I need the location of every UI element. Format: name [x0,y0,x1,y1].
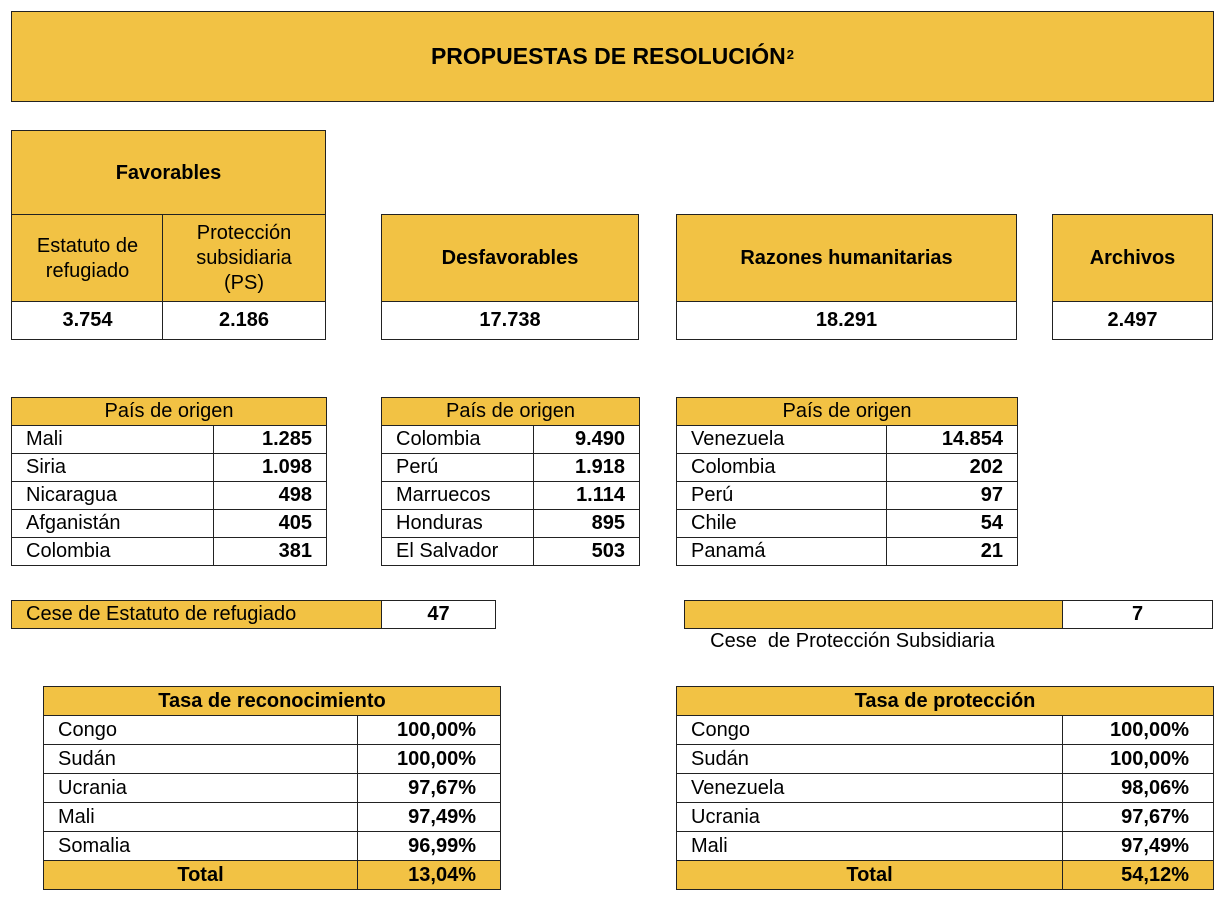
table-row [382,538,640,566]
archivos-header [1052,214,1213,303]
value-cell: 405 [214,510,327,538]
cese-ps-value: 7 [1131,603,1144,625]
country-cell: Sudán [677,745,1063,774]
country-cell: Panamá [677,538,887,566]
country-cell: Honduras [382,510,534,538]
archivos-value-cell [1052,301,1213,340]
country-cell: Marruecos [382,482,534,510]
desfavorables-header [381,214,639,303]
total-label: Total [44,861,358,890]
humanitarias-value: 18.291 [815,309,878,331]
value-cell: 381 [214,538,327,566]
country-cell: Perú [677,482,887,510]
origen-desfavorables-table [381,397,640,566]
country-cell: Somalia [44,832,358,861]
cese-refugiado-label: Cese de Estatuto de refugiado [26,603,297,625]
favorables-label: Favorables [115,161,222,184]
table-row [12,454,327,482]
table-row [12,426,327,454]
desfavorables-value-cell [381,301,639,340]
page-title [11,11,1214,102]
title-footnote-marker: 2 [786,47,795,62]
ps-value-cell [162,301,326,340]
value-cell: 97,49% [1063,832,1214,861]
cese-ps-label-cell [684,600,1064,652]
ps-label: Protección subsidiaria (PS) [196,222,292,294]
archivos-value: 2.497 [1107,309,1158,331]
value-cell: 1.114 [534,482,640,510]
archivos-label: Archivos [1089,247,1176,269]
cese-refugiado-value: 47 [427,603,450,625]
tasa-reconocimiento-header: Tasa de reconocimiento [44,687,501,716]
table-row [677,426,1018,454]
tasa-reconocimiento-table [43,686,501,890]
table-row [12,538,327,566]
cese-refugiado-value-cell [381,600,496,629]
origen-humanitarias-header: País de origen [677,398,1018,426]
refugiado-value-cell [11,301,164,340]
country-cell: Ucrania [44,774,358,803]
value-cell: 97 [887,482,1018,510]
humanitarias-value-cell [676,301,1017,340]
value-cell: 100,00% [358,745,501,774]
value-cell: 100,00% [358,716,501,745]
table-row [677,510,1018,538]
title-text: PROPUESTAS DE RESOLUCIÓN [430,43,786,69]
total-label: Total [677,861,1063,890]
desfavorables-value: 17.738 [479,309,541,331]
value-cell: 1.098 [214,454,327,482]
table-row [12,482,327,510]
table-row [677,538,1018,566]
origen-humanitarias-table [676,397,1018,566]
table-row [382,426,640,454]
refugiado-header [11,214,164,303]
value-cell: 97,67% [358,774,501,803]
table-row [677,803,1214,832]
table-row [12,510,327,538]
value-cell: 503 [534,538,640,566]
value-cell: 21 [887,538,1018,566]
value-cell: 97,67% [1063,803,1214,832]
refugiado-label: Estatuto de refugiado [36,234,139,282]
origen-favorables-header: País de origen [12,398,327,426]
cese-ps-value-cell [1062,600,1213,629]
value-cell: 1.285 [214,426,327,454]
country-cell: Venezuela [677,774,1063,803]
origen-favorables-table [11,397,327,566]
country-cell: Colombia [677,454,887,482]
value-cell: 97,49% [358,803,501,832]
table-row [44,745,501,774]
tasa-proteccion-table [676,686,1214,890]
humanitarias-label: Razones humanitarias [740,247,953,269]
value-cell: 54 [887,510,1018,538]
table-row [677,716,1214,745]
total-value: 54,12% [1063,861,1214,890]
total-row [677,861,1214,890]
table-row [382,510,640,538]
table-row [382,482,640,510]
table-row [677,774,1214,803]
value-cell: 9.490 [534,426,640,454]
country-cell: Perú [382,454,534,482]
refugiado-value: 3.754 [62,309,113,331]
country-cell: Mali [12,426,214,454]
value-cell: 202 [887,454,1018,482]
value-cell: 498 [214,482,327,510]
favorables-header [11,130,326,216]
cese-ps-label: Cese de Protección Subsidiaria [710,630,995,652]
table-row [677,832,1214,861]
table-row [44,803,501,832]
country-cell: Sudán [44,745,358,774]
table-row [44,774,501,803]
table-row [677,745,1214,774]
value-cell: 1.918 [534,454,640,482]
value-cell: 895 [534,510,640,538]
country-cell: Afganistán [12,510,214,538]
country-cell: El Salvador [382,538,534,566]
country-cell: Mali [677,832,1063,861]
value-cell: 14.854 [887,426,1018,454]
value-cell: 100,00% [1063,716,1214,745]
country-cell: Colombia [12,538,214,566]
country-cell: Siria [12,454,214,482]
value-cell: 96,99% [358,832,501,861]
table-row [44,832,501,861]
value-cell: 100,00% [1063,745,1214,774]
table-row [677,454,1018,482]
ps-value: 2.186 [218,309,270,331]
desfavorables-label: Desfavorables [441,247,579,269]
ps-header [162,214,326,303]
table-row [677,482,1018,510]
humanitarias-header [676,214,1017,303]
country-cell: Ucrania [677,803,1063,832]
table-row [44,716,501,745]
tasa-proteccion-header: Tasa de protección [677,687,1214,716]
total-value: 13,04% [358,861,501,890]
country-cell: Colombia [382,426,534,454]
total-row [44,861,501,890]
country-cell: Nicaragua [12,482,214,510]
value-cell: 98,06% [1063,774,1214,803]
country-cell: Congo [677,716,1063,745]
country-cell: Chile [677,510,887,538]
origen-desfavorables-header: País de origen [382,398,640,426]
country-cell: Congo [44,716,358,745]
table-row [382,454,640,482]
country-cell: Mali [44,803,358,832]
cese-refugiado-label-cell [11,600,383,629]
country-cell: Venezuela [677,426,887,454]
